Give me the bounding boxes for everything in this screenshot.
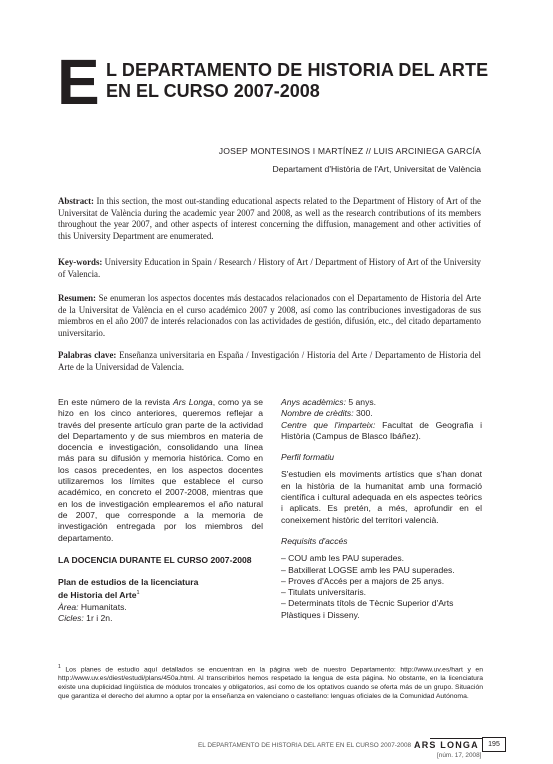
- palabras-label: Palabras clave:: [58, 350, 117, 360]
- list-item: – Titulats universitaris.: [281, 587, 367, 598]
- area-line: Àrea: Humanitats.: [58, 601, 127, 612]
- list-item: – Determinats títols de Tècnic Superior d'Arts Plàstiques i Disseny.: [281, 598, 454, 620]
- affiliation: Departament d'Història de l'Art, Universitat de València: [272, 164, 481, 174]
- requisits-list: [281, 553, 482, 621]
- footnote-ref: 1: [136, 590, 140, 597]
- dropcap: E: [57, 46, 100, 118]
- abstract-paragraph: [58, 196, 481, 242]
- requisits-heading: Requisits d'accés: [281, 535, 348, 546]
- right-column: [281, 397, 482, 621]
- anys-line: Anys acadèmics: 5 anys.: [281, 397, 377, 407]
- footer-logo: ARS LONGA: [414, 740, 479, 750]
- footer-issue: [núm. 17, 2008]: [437, 752, 482, 759]
- list-item: – COU amb les PAU superades.: [281, 553, 405, 564]
- perfil-text: S'estudien els moviments artístics que s'han donat en la història de la humanitat amb una formació científica i cultural adequada en els aspectes teòrics i aplicats. Es pretén, a més, aprofundir en el coneixement històric del territori valencià.: [281, 469, 482, 525]
- journal-name: Ars Longa: [172, 397, 213, 407]
- keywords-text: University Education in Spain / Research / History of Art / Department of History of Art of the University of Valencia.: [58, 257, 481, 279]
- resumen-text: Se enumeran los aspectos docentes más destacados relacionados con el Departamento de Historia del Arte de la Universitat de València en el curso académico 2007 y 2008, así como las contribuciones investigadoras de sus miembros en el año 2007 de interés relacionados con las actividades de gestión, difusión, etc., del citado departamento universitario.: [58, 293, 481, 338]
- abstract-label: Abstract:: [58, 196, 94, 206]
- intro-paragraph: En este número de la revista Ars Longa, como ya se hizo en los cinco anteriores, queremos reflejar a través del presente artículo gran parte de la actividad del Departamento y de sus miembros en materia de docencia e investigación, consolidando una línea más para su difusión y memoria histórica. Como en los casos precedentes, en los aspectos docentes utilizaremos los límites que establece el curso académico, en concreto el 2007-2008, mientras que en los de investigación emplearemos el año natural de 2007, que corresponde a la memoria de investigación entregada por los miembros del departamento.: [58, 397, 263, 543]
- left-column: [58, 397, 263, 624]
- section-heading: LA DOCENCIA DURANTE EL CURSO 2007-2008: [58, 554, 252, 565]
- page-number: 195: [482, 737, 506, 752]
- palabras-text: Enseñanza universitaria en España / Investigación / Historia del Arte / Departamento de Historia del Arte de la Universidad de Valencia.: [58, 350, 481, 372]
- centre-line: Centre que l'imparteix: Facultat de Geografia i Història (Campus de Blasco Ibáñez).: [281, 419, 482, 441]
- list-item: – Proves d'Accés per a majors de 25 anys.: [281, 575, 445, 586]
- list-item: – Batxillerat LOGSE amb les PAU superades.: [281, 564, 455, 575]
- abstract-text: In this section, the most out-standing educational aspects related to the Department of History of Art of the Universitat de València during the academic year 2007 and 2008, as well as the research contributions of its members throughout the year 2007, and other aspects of interest concerning the diffusion, management and other activities of this University Department are enumerated.: [58, 196, 481, 241]
- footer-running-title: EL DEPARTAMENTO DE HISTORIA DEL ARTE EN EL CURSO 2007-2008: [198, 742, 412, 749]
- footnote: $^1$ Los planes de estudio aquí detallados se encuentran en la página web de nuestro Departamento: http://www.uv.es/hart y en http://www.uv.es/diest/estudi/plans/450a.html. Al transcribirlos hemos respetado la lengua de esta página. No obstante, en la licenciatura existe una duplicidad lingüística de módulos troncales y obligatorios, así como de los optativos cuando se oferta más de un grupo. Situación que garantiza el derecho del alumno a optar por la enseñanza en valenciano o castellano: lenguas oficiales de la Comunidad Autónoma.: [58, 664, 483, 700]
- resumen-label: Resumen:: [58, 293, 96, 303]
- palabras-paragraph: [58, 350, 481, 373]
- sub-heading: Plan de estudios de la licenciatura de Historia del Arte$^1$: [58, 577, 199, 601]
- credits-line: Nombre de crèdits: 300.: [281, 408, 373, 419]
- cicles-line: Cicles: 1r i 2n.: [58, 612, 113, 623]
- keywords-paragraph: [58, 257, 481, 280]
- perfil-heading: Perfil formatiu: [281, 452, 335, 463]
- footer-rule: [430, 738, 482, 739]
- page-title-line1: L DEPARTAMENTO DE HISTORIA DEL ARTE: [106, 60, 489, 80]
- authors: JOSEP MONTESINOS I MARTÍNEZ // LUIS ARCINIEGA GARCÍA: [218, 146, 481, 156]
- resumen-paragraph: [58, 293, 481, 339]
- keywords-label: Key-words:: [58, 257, 103, 267]
- page-title-line2: EN EL CURSO 2007-2008: [106, 81, 320, 101]
